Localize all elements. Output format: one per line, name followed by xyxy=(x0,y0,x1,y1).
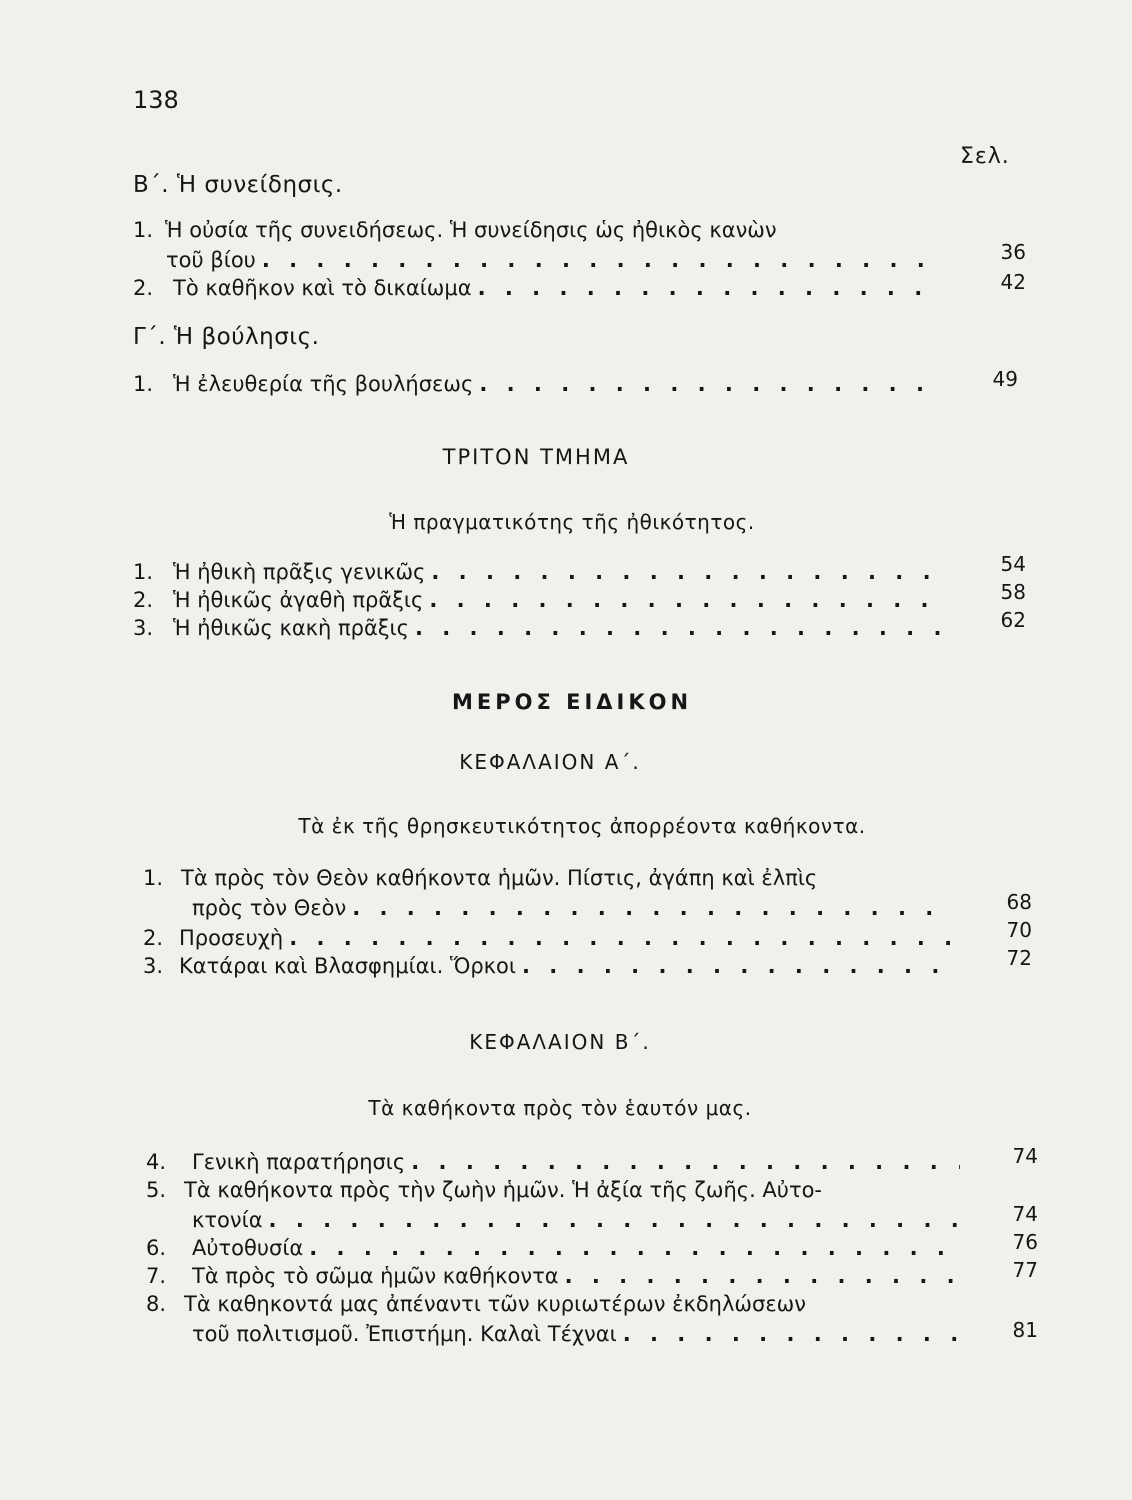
toc-entry xyxy=(133,616,945,642)
chapter-b-subtitle: Τὰ καθήκοντα πρὸς τὸν ἑαυτόν μας. xyxy=(368,1096,752,1120)
entry-number: 2. xyxy=(133,588,154,612)
chapter-b-title: ΚΕΦΑΛΑΙΟΝ Β΄. xyxy=(469,1030,651,1054)
entry-text: Ἡ ἠθικὴ πρᾶξις γενικῶς xyxy=(173,560,426,584)
entry-page: 49 xyxy=(992,367,1018,391)
entry-number: 1. xyxy=(133,218,154,242)
entry-number: 7. xyxy=(146,1264,167,1288)
entry-page: 74 xyxy=(1012,1202,1038,1226)
entry-number: 4. xyxy=(146,1150,167,1174)
entry-text: Ἡ ἠθικῶς κακὴ πρᾶξις xyxy=(173,616,409,640)
entry-number: 3. xyxy=(133,616,154,640)
toc-entry xyxy=(133,218,777,242)
entry-text: Αὐτοθυσία xyxy=(192,1236,304,1260)
leader-dots xyxy=(352,896,952,920)
toc-entry xyxy=(192,1322,960,1348)
entry-page: 77 xyxy=(1012,1258,1038,1282)
toc-entry xyxy=(133,372,940,398)
entry-text: Ἡ ἠθικῶς ἀγαθὴ πρᾶξις xyxy=(173,588,424,612)
leader-dots xyxy=(289,926,952,950)
entry-page: 74 xyxy=(1012,1144,1038,1168)
section-heading-b: Β΄. Ἡ συνείδησις. xyxy=(133,172,343,198)
entry-page: 72 xyxy=(1006,946,1032,970)
section-heading-g: Γ΄. Ἡ βούλησις. xyxy=(133,324,320,350)
toc-entry xyxy=(133,276,940,302)
entry-text: τοῦ πολιτισμοῦ. Ἐπιστήμη. Καλαὶ Τέχναι xyxy=(192,1322,617,1346)
entry-number: 2. xyxy=(143,926,164,950)
entry-text: Τὰ πρὸς τὸ σῶμα ἡμῶν καθήκοντα xyxy=(192,1264,559,1288)
part-title: ΤΡΙΤΟΝ ΤΜΗΜΑ xyxy=(442,445,630,469)
entry-number: 5. xyxy=(146,1178,167,1202)
entry-number: 2. xyxy=(133,276,154,300)
entry-number: 8. xyxy=(146,1292,167,1316)
entry-page: 76 xyxy=(1012,1230,1038,1254)
toc-entry xyxy=(192,1208,960,1234)
entry-page: 54 xyxy=(1000,552,1026,576)
entry-page: 68 xyxy=(1006,890,1032,914)
entry-text: Γενικὴ παρατήρησις xyxy=(192,1150,406,1174)
entry-text: τοῦ βίου xyxy=(166,248,256,272)
page-number: 138 xyxy=(133,86,179,114)
entry-text: Τὸ καθῆκον καὶ τὸ δικαίωμα xyxy=(173,276,472,300)
entry-text: Τὰ καθήκοντα πρὸς τὴν ζωὴν ἡμῶν. Ἡ ἀξία τῆς ζωῆς. Αὐτο- xyxy=(184,1178,823,1202)
page-column-label: Σελ. xyxy=(960,144,1010,169)
toc-entry xyxy=(166,248,940,274)
entry-text: Τὰ πρὸς τὸν Θεὸν καθήκοντα ἡμῶν. Πίστις, ἀγάπη καὶ ἐλπὶς xyxy=(181,866,818,890)
toc-entry xyxy=(146,1236,960,1262)
leader-dots xyxy=(415,616,945,640)
entry-text: Ἡ ἐλευθερία τῆς βουλήσεως xyxy=(173,372,474,396)
leader-dots xyxy=(262,248,940,272)
special-part-title: ΜΕΡΟΣ ΕΙΔΙΚΟΝ xyxy=(451,690,693,714)
toc-entry xyxy=(133,588,945,614)
chapter-a-subtitle: Τὰ ἐκ τῆς θρησκευτικότητος ἀπορρέοντα καθήκοντα. xyxy=(298,814,866,838)
entry-text: Κατάραι καὶ Βλασφημίαι. Ὅρκοι xyxy=(179,954,517,978)
leader-dots xyxy=(411,1150,960,1174)
entry-page: 58 xyxy=(1000,580,1026,604)
entry-number: 3. xyxy=(143,954,164,978)
entry-page: 81 xyxy=(1012,1318,1038,1342)
entry-page: 42 xyxy=(1000,270,1026,294)
toc-entry xyxy=(146,1178,822,1202)
toc-entry xyxy=(146,1292,806,1316)
toc-entry xyxy=(192,896,952,922)
part-subtitle: Ἡ πραγματικότης τῆς ἠθικότητος. xyxy=(389,510,755,534)
toc-entry xyxy=(146,1264,960,1290)
toc-entry xyxy=(143,926,952,952)
leader-dots xyxy=(522,954,952,978)
toc-entry xyxy=(143,954,952,980)
entry-page: 36 xyxy=(1000,240,1026,264)
chapter-a-title: ΚΕΦΑΛΑΙΟΝ Α΄. xyxy=(459,750,641,774)
entry-number: 1. xyxy=(133,372,154,396)
toc-entry xyxy=(146,1150,960,1176)
entry-number: 1. xyxy=(143,866,164,890)
leader-dots xyxy=(269,1208,960,1232)
entry-text: Τὰ καθηκοντά μας ἀπέναντι τῶν κυριωτέρων ἐκδηλώσεων xyxy=(184,1292,806,1316)
toc-entry xyxy=(133,560,945,586)
entry-number: 1. xyxy=(133,560,154,584)
leader-dots xyxy=(309,1236,960,1260)
leader-dots xyxy=(565,1264,960,1288)
entry-text: κτονία xyxy=(192,1208,263,1232)
entry-text: πρὸς τὸν Θεὸν xyxy=(192,896,347,920)
entry-text: Προσευχὴ xyxy=(179,926,284,950)
leader-dots xyxy=(478,276,940,300)
leader-dots xyxy=(623,1322,960,1346)
entry-text: Ἡ οὐσία τῆς συνειδήσεως. Ἡ συνείδησις ὡς ἠθικὸς κανὼν xyxy=(165,218,777,242)
toc-entry xyxy=(143,866,817,890)
leader-dots xyxy=(479,372,940,396)
leader-dots xyxy=(431,560,945,584)
entry-page: 62 xyxy=(1000,608,1026,632)
entry-number: 6. xyxy=(146,1236,167,1260)
entry-page: 70 xyxy=(1006,918,1032,942)
leader-dots xyxy=(429,588,945,612)
